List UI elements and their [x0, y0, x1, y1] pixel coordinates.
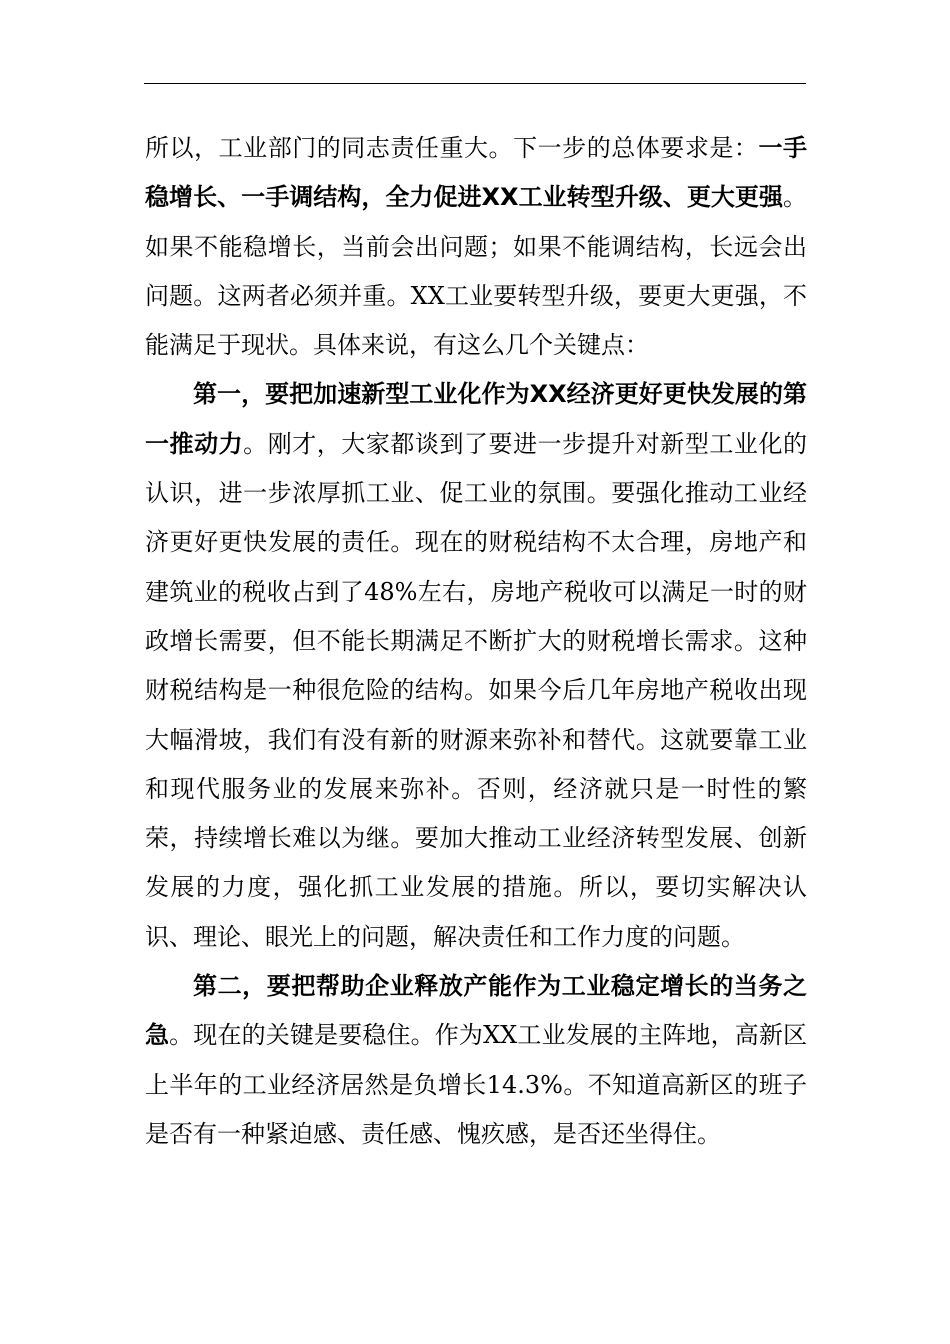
header-rule: [144, 83, 806, 84]
point-two-heading: 第二，要把帮助企业释放产能作为工业稳定增长的当务之急: [145, 972, 807, 1050]
paragraph-text: 。现在的关键是要稳住。作为XX工业发展的主阵地，高新区上半年的工业经济居然是负增长14.3%。不知道高新区的班子是否有一种紧迫感、责任感、愧疚感，是否还坐得住。: [145, 1021, 808, 1148]
paragraph-text: 所以，工业部门的同志责任重大。下一步的总体要求是：: [145, 134, 759, 162]
paragraph-intro: [145, 124, 807, 370]
paragraph-point-one: [145, 370, 807, 962]
paragraph-text: 。如果不能稳增长，当前会出问题；如果不能调结构，长远会出问题。这两者必须并重。XX工业要转型升级，要更大更强，不能满足于现状。具体来说，有这么几个关键点：: [145, 183, 807, 360]
key-requirement-bold: 一手稳增长、一手调结构，全力促进XX工业转型升级、更大更强: [145, 134, 808, 212]
paragraph-text: 。刚才，大家都谈到了要进一步提升对新型工业化的认识，进一步浓厚抓工业、促工业的氛围。要强化推动工业经济更好更快发展的责任。现在的财税结构不太合理，房地产和建筑业的税收占到了48%左右，房地产税收可以满足一时的财政增长需要，但不能长期满足不断扩大的财税增长需求。这种财税结构是一种很危险的结构。如果今后几年房地产税收出现大幅滑坡，我们有没有新的财源来弥补和替代。这就要靠工业和现代服务业的发展来弥补。否则，经济就只是一时性的繁荣，持续增长难以为继。要加大推动工业经济转型发展、创新发展的力度，强化抓工业发展的措施。所以，要切实解决认识、理论、眼光上的问题，解决责任和工作力度的问题。: [145, 429, 808, 951]
document-body: [145, 124, 807, 1159]
point-one-heading: 第一，要把加速新型工业化作为XX经济更好更快发展的第一推动力: [145, 380, 807, 458]
paragraph-point-two: [145, 962, 807, 1159]
